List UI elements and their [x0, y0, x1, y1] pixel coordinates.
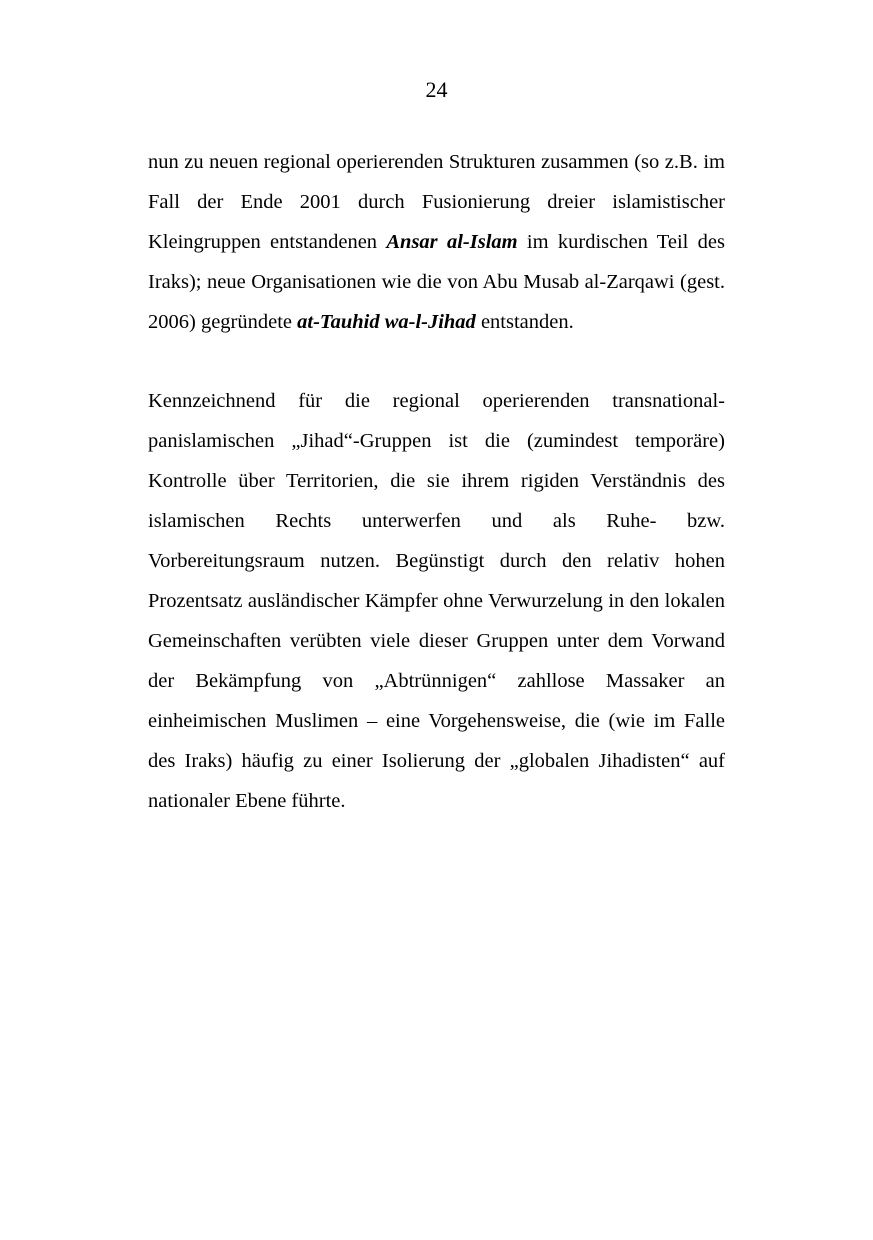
paragraph-2 — [148, 381, 725, 821]
organization-name-at-tauhid-wa-l-jihad: at-Tauhid wa-l-Jihad — [297, 311, 476, 333]
page-number: 24 — [425, 77, 448, 102]
organization-name-ansar-al-islam: Ansar al-Islam — [386, 231, 518, 253]
paragraph-1 — [148, 142, 725, 342]
paragraph-1-text: im kurdischen Teil des Iraks); neue Organisationen wie die von Abu Musab al-Zarqawi (gest. 2006) gegründete — [148, 231, 725, 333]
paragraph-2-text: Kennzeichnend für die regional operierenden transnational-panislamischen „Jihad“-Gruppen ist die (zumindest temporäre) Kontrolle über Territorien, die sie ihrem rigiden Verständnis des islamischen Rechts unterwerfen und als Ruhe- bzw. Vorbereitungsraum nutzen. Begünstigt durch den relativ hohen Prozentsatz ausländischer Kämpfer ohne Verwurzelung in den lokalen Gemeinschaften verübten viele dieser Gruppen unter dem Vorwand der Bekämpfung von „Abtrünnigen“ zahllose Massaker an einheimischen Muslimen – eine Vorgehensweise, die (wie im Falle des Iraks) häufig zu einer Isolierung der „globalen Jihadisten“ auf nationaler Ebene führte. — [148, 390, 725, 812]
body-text — [148, 142, 725, 821]
paragraph-1-text: nun zu neuen regional operierenden Strukturen zusammen (so z.B. im Fall der Ende 2001 durch Fusionierung dreier islamistischer Kleingruppen entstandenen — [148, 151, 725, 253]
paragraph-1-text: entstanden. — [475, 311, 574, 333]
